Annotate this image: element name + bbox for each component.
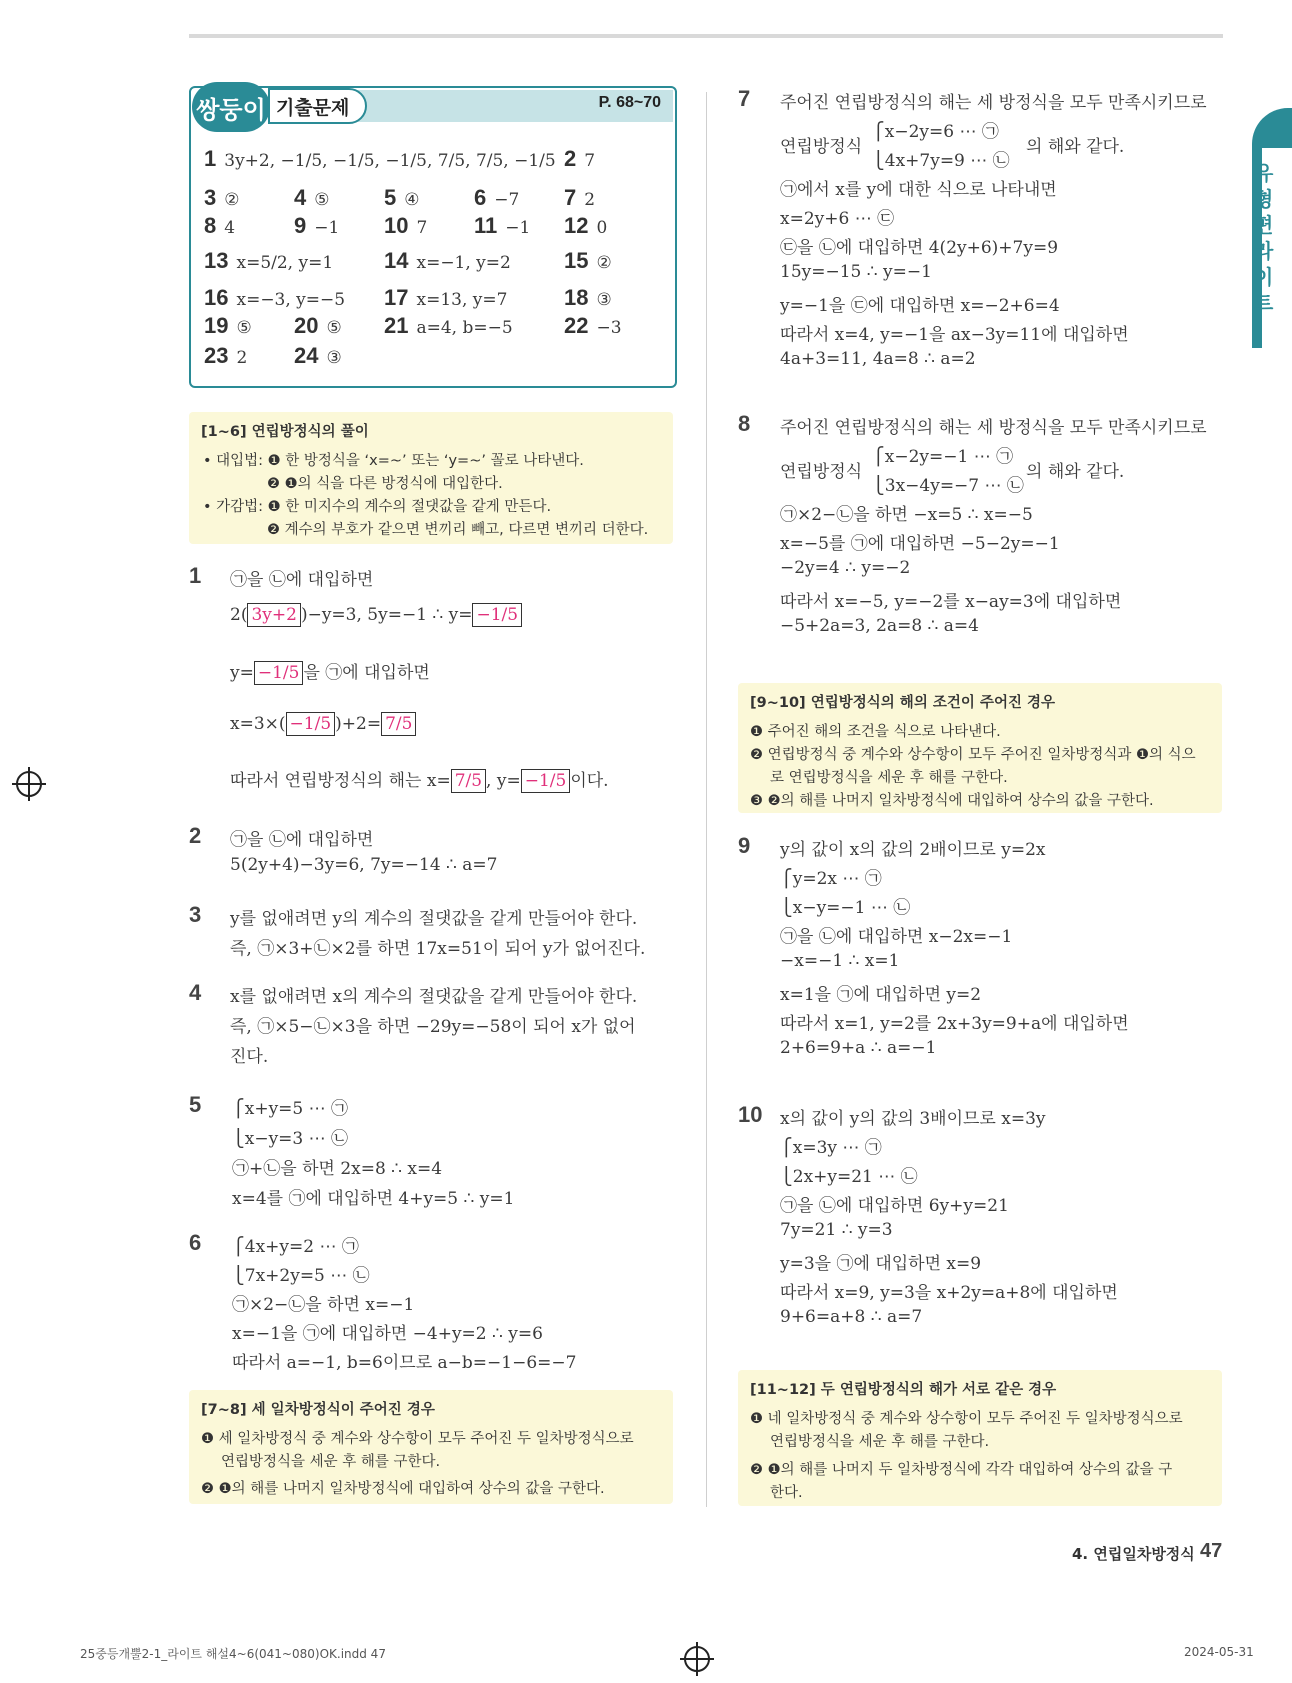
answer-number: 9 bbox=[294, 213, 307, 238]
answer-value: −3 bbox=[596, 318, 622, 338]
answer-number: 19 bbox=[204, 313, 229, 338]
answer-item bbox=[204, 343, 247, 369]
answer-item bbox=[564, 313, 622, 339]
tip-line: • 대입법: ❶ 한 방정식을 ‘x=~’ 또는 ‘y=~’ 꼴로 나타낸다. bbox=[203, 453, 584, 469]
solution-line: y=−1을 ㉢에 대입하면 x=−2+6=4 bbox=[780, 296, 1060, 316]
tip-line: ❷ ❶의 해를 나머지 두 일차방정식에 각각 대입하여 상수의 값을 구 bbox=[750, 1462, 1173, 1478]
solution-line: ⎧x=3y ⋯ ㉠ bbox=[780, 1138, 882, 1158]
solution-line: ㉠×2−㉡을 하면 −x=5 ∴ x=−5 bbox=[780, 505, 1033, 525]
solution-line: x=1을 ㉠에 대입하면 y=2 bbox=[780, 985, 982, 1005]
answer-value: ③ bbox=[326, 348, 342, 368]
answer-item bbox=[294, 185, 330, 211]
answer-item bbox=[564, 248, 612, 274]
solution-line: 2+6=9+a ∴ a=−1 bbox=[780, 1038, 937, 1058]
solution-number: 5 bbox=[189, 1092, 202, 1117]
answer-number: 15 bbox=[564, 248, 589, 273]
page-number: 47 bbox=[1200, 1540, 1223, 1562]
solution-line: x=−5를 ㉠에 대입하면 −5−2y=−1 bbox=[780, 534, 1060, 554]
answer-number: 2 bbox=[564, 146, 577, 171]
answer-number: 22 bbox=[564, 313, 589, 338]
tip-line: • 가감법: ❶ 한 미지수의 계수의 절댓값을 같게 만든다. bbox=[203, 499, 552, 515]
answer-value: 2 bbox=[236, 348, 248, 368]
solution-line: x의 값이 y의 값의 3배이므로 x=3y bbox=[780, 1109, 1046, 1129]
tip-box-1 bbox=[189, 412, 673, 544]
answer-item bbox=[564, 146, 595, 172]
answer-value: x=−3, y=−5 bbox=[236, 290, 346, 310]
solution-line: −2y=4 ∴ y=−2 bbox=[780, 558, 911, 578]
solution-line: 7y=21 ∴ y=3 bbox=[780, 1220, 893, 1240]
solution-line: 9+6=a+8 ∴ a=7 bbox=[780, 1307, 923, 1327]
answer-number: 4 bbox=[294, 185, 307, 210]
registration-mark-left bbox=[16, 771, 42, 797]
answer-item bbox=[384, 248, 511, 274]
tip-line: ❶ 네 일차방정식 중 계수와 상수항이 모두 주어진 두 일차방정식으로 bbox=[750, 1411, 1183, 1427]
answer-value: 3y+2, −1/5, −1/5, −1/5, 7/5, 7/5, −1/5 bbox=[224, 151, 556, 171]
solution-number: 7 bbox=[738, 86, 751, 111]
answer-number: 21 bbox=[384, 313, 409, 338]
solution-line: ㉠을 ㉡에 대입하면 x−2x=−1 bbox=[780, 927, 1013, 947]
solution-line: ⎩7x+2y=5 ⋯ ㉡ bbox=[232, 1266, 370, 1286]
solution-line: 따라서 a=−1, b=6이므로 a−b=−1−6=−7 bbox=[232, 1353, 577, 1373]
answer-number: 10 bbox=[384, 213, 409, 238]
solution-line: ㉢을 ㉡에 대입하면 4(2y+6)+7y=9 bbox=[780, 238, 1059, 258]
tip-box-2 bbox=[189, 1390, 673, 1504]
solution-line: x=2y+6 ⋯ ㉢ bbox=[780, 209, 895, 229]
solution-line: 따라서 연립방정식의 해는 x= 7/5 , y= −1/5 이다. bbox=[230, 771, 609, 791]
answer-title: 기출문제 bbox=[268, 88, 367, 124]
solution-line: 따라서 x=9, y=3을 x+2y=a+8에 대입하면 bbox=[780, 1283, 1118, 1303]
solution-line: x=−1을 ㉠에 대입하면 −4+y=2 ∴ y=6 bbox=[232, 1324, 543, 1344]
solution-line: ⎧y=2x ⋯ ㉠ bbox=[780, 869, 882, 889]
solution-line: ⎩3x−4y=−7 ⋯ ㉡ bbox=[872, 476, 1024, 496]
solution-number: 8 bbox=[738, 411, 751, 436]
answer-value: x=−1, y=2 bbox=[416, 253, 511, 273]
answer-number: 3 bbox=[204, 185, 217, 210]
answer-value: ⑤ bbox=[314, 190, 330, 210]
answer-number: 16 bbox=[204, 285, 229, 310]
blank-answer: −1/5 bbox=[472, 603, 522, 627]
answer-item bbox=[384, 313, 513, 339]
chapter-title: 4. 연립일차방정식 bbox=[1072, 1545, 1195, 1563]
solution-line: 주어진 연립방정식의 해는 세 방정식을 모두 만족시키므로 bbox=[780, 418, 1207, 438]
tip-line: ❷ ❶의 식을 다른 방정식에 대입한다. bbox=[267, 476, 503, 492]
answer-number: 5 bbox=[384, 185, 397, 210]
answer-number: 8 bbox=[204, 213, 217, 238]
answer-value: −1 bbox=[314, 218, 340, 238]
solution-line: ㉠+㉡을 하면 2x=8 ∴ x=4 bbox=[232, 1159, 443, 1179]
answer-item bbox=[204, 313, 252, 339]
solution-line: ⎧x−2y=−1 ⋯ ㉠ bbox=[872, 447, 1014, 467]
tip-box-3 bbox=[738, 683, 1222, 813]
blank-answer: 7/5 bbox=[381, 712, 416, 736]
answer-value: 7 bbox=[584, 151, 596, 171]
answer-item bbox=[294, 213, 339, 239]
answer-value: 4 bbox=[224, 218, 236, 238]
solution-line: ⎩x−y=−1 ⋯ ㉡ bbox=[780, 898, 911, 918]
answer-number: 6 bbox=[474, 185, 487, 210]
system-tail: 의 해와 같다. bbox=[1026, 136, 1125, 157]
answer-number: 1 bbox=[204, 146, 217, 171]
solution-line: x=3×( −1/5 )+2= 7/5 bbox=[230, 712, 416, 736]
solution-line: ⎧x−2y=6 ⋯ ㉠ bbox=[872, 122, 999, 142]
answer-item bbox=[564, 285, 612, 311]
blank-answer: 7/5 bbox=[451, 769, 486, 793]
solution-line: ⎩2x+y=21 ⋯ ㉡ bbox=[780, 1167, 918, 1187]
tip-box-4 bbox=[738, 1370, 1222, 1506]
solution-line: 4a+3=11, 4a=8 ∴ a=2 bbox=[780, 349, 976, 369]
answer-item bbox=[384, 285, 507, 311]
solution-line: 진다. bbox=[230, 1047, 269, 1067]
answer-value: 7 bbox=[416, 218, 428, 238]
solution-line: −x=−1 ∴ x=1 bbox=[780, 951, 900, 971]
answer-item bbox=[204, 213, 235, 239]
answer-number: 17 bbox=[384, 285, 409, 310]
registration-mark-bottom bbox=[684, 1646, 710, 1672]
answer-number: 18 bbox=[564, 285, 589, 310]
answer-number: 14 bbox=[384, 248, 409, 273]
blank-answer: −1/5 bbox=[254, 661, 304, 685]
solution-line: ㉠×2−㉡을 하면 x=−1 bbox=[232, 1295, 415, 1315]
solution-line: 따라서 x=−5, y=−2를 x−ay=3에 대입하면 bbox=[780, 592, 1122, 612]
answer-value: 0 bbox=[596, 218, 608, 238]
solution-line: 15y=−15 ∴ y=−1 bbox=[780, 262, 932, 282]
column-divider bbox=[706, 92, 707, 1507]
solution-number: 3 bbox=[189, 902, 202, 927]
answer-page-range: P. 68~70 bbox=[598, 94, 661, 111]
answer-value: ④ bbox=[404, 190, 420, 210]
solution-line: ㉠을 ㉡에 대입하면 6y+y=21 bbox=[780, 1196, 1009, 1216]
answer-number: 12 bbox=[564, 213, 589, 238]
print-date: 2024-05-31 bbox=[1184, 1645, 1254, 1659]
answer-item bbox=[474, 185, 519, 211]
solution-number: 1 bbox=[189, 563, 202, 588]
answer-value: ② bbox=[224, 190, 240, 210]
solution-line: 2( 3y+2 )−y=3, 5y=−1 ∴ y= −1/5 bbox=[230, 603, 522, 627]
solution-line: x=4를 ㉠에 대입하면 4+y=5 ∴ y=1 bbox=[232, 1189, 515, 1209]
tip-title: [9~10] 연립방정식의 해의 조건이 주어진 경우 bbox=[750, 695, 1056, 711]
solution-line: y= −1/5 을 ㉠에 대입하면 bbox=[230, 663, 430, 683]
system-tail: 의 해와 같다. bbox=[1026, 461, 1125, 482]
answer-item bbox=[564, 213, 607, 239]
solution-line: 즉, ㉠×3+㉡×2를 하면 17x=51이 되어 y가 없어진다. bbox=[230, 939, 646, 959]
solution-line: ㉠을 ㉡에 대입하면 bbox=[230, 830, 374, 850]
solution-line: x를 없애려면 x의 계수의 절댓값을 같게 만들어야 한다. bbox=[230, 987, 638, 1007]
answer-value: ③ bbox=[596, 290, 612, 310]
tip-line: 로 연립방정식을 세운 후 해를 구한다. bbox=[770, 770, 1008, 786]
solution-number: 9 bbox=[738, 833, 751, 858]
solution-line: ⎧4x+y=2 ⋯ ㉠ bbox=[232, 1237, 359, 1257]
tip-line: ❸ ❷의 해를 나머지 일차방정식에 대입하여 상수의 값을 구한다. bbox=[750, 793, 1154, 809]
solution-number: 10 bbox=[738, 1102, 763, 1127]
answer-value: ⑤ bbox=[326, 318, 342, 338]
side-tab-label: 유형편 라이트 bbox=[1254, 161, 1274, 315]
answer-number: 23 bbox=[204, 343, 229, 368]
answer-value: a=4, b=−5 bbox=[416, 318, 513, 338]
solution-number: 2 bbox=[189, 823, 202, 848]
tip-title: [1~6] 연립방정식의 풀이 bbox=[201, 424, 369, 440]
answer-item bbox=[294, 313, 342, 339]
answer-key-header bbox=[192, 82, 673, 128]
answer-number: 11 bbox=[474, 213, 498, 238]
solution-line: −5+2a=3, 2a=8 ∴ a=4 bbox=[780, 616, 979, 636]
tip-line: ❶ 주어진 해의 조건을 식으로 나타낸다. bbox=[750, 724, 1001, 740]
solution-line: 따라서 x=4, y=−1을 ax−3y=11에 대입하면 bbox=[780, 325, 1129, 345]
solution-line: ⎩x−y=3 ⋯ ㉡ bbox=[232, 1129, 349, 1149]
solution-line: 5(2y+4)−3y=6, 7y=−14 ∴ a=7 bbox=[230, 855, 498, 875]
answer-item bbox=[204, 285, 345, 311]
tip-line: ❷ ❶의 해를 나머지 일차방정식에 대입하여 상수의 값을 구한다. bbox=[201, 1481, 605, 1497]
solution-number: 6 bbox=[189, 1230, 202, 1255]
answer-item bbox=[204, 248, 333, 274]
answer-item bbox=[384, 185, 420, 211]
answer-number: 7 bbox=[564, 185, 577, 210]
answer-value: x=5/2, y=1 bbox=[236, 253, 334, 273]
tip-line: 연립방정식을 세운 후 해를 구한다. bbox=[770, 1434, 990, 1450]
solution-line: 따라서 x=1, y=2를 2x+3y=9+a에 대입하면 bbox=[780, 1014, 1129, 1034]
blank-answer: 3y+2 bbox=[247, 603, 300, 627]
answer-value: 2 bbox=[584, 190, 596, 210]
top-rule bbox=[189, 34, 1223, 38]
answer-item bbox=[204, 185, 240, 211]
blank-answer: −1/5 bbox=[286, 712, 336, 736]
answer-value: ⑤ bbox=[236, 318, 252, 338]
tip-title: [11~12] 두 연립방정식의 해가 서로 같은 경우 bbox=[750, 1382, 1057, 1398]
tip-line: ❶ 세 일차방정식 중 계수와 상수항이 모두 주어진 두 일차방정식으로 bbox=[201, 1431, 634, 1447]
tip-line: 한다. bbox=[770, 1485, 803, 1501]
solution-line: y를 없애려면 y의 계수의 절댓값을 같게 만들어야 한다. bbox=[230, 909, 638, 929]
answer-item bbox=[564, 185, 595, 211]
blank-answer: −1/5 bbox=[521, 769, 571, 793]
answer-value: −7 bbox=[494, 190, 520, 210]
solution-line: 즉, ㉠×5−㉡×3을 하면 −29y=−58이 되어 x가 없어 bbox=[230, 1017, 636, 1037]
answer-value: −1 bbox=[505, 218, 531, 238]
tip-line: 연립방정식을 세운 후 해를 구한다. bbox=[221, 1454, 441, 1470]
solution-number: 4 bbox=[189, 980, 202, 1005]
tip-title: [7~8] 세 일차방정식이 주어진 경우 bbox=[201, 1402, 435, 1418]
answer-badge: 쌍둥이 bbox=[192, 82, 270, 132]
tip-line: ❷ 연립방정식 중 계수와 상수항이 모두 주어진 일차방정식과 ❶의 식으 bbox=[750, 747, 1196, 763]
solution-line: y=3을 ㉠에 대입하면 x=9 bbox=[780, 1254, 982, 1274]
answer-item bbox=[474, 213, 530, 239]
system-label: 연립방정식 bbox=[780, 136, 863, 157]
solution-line: ⎩4x+7y=9 ⋯ ㉡ bbox=[872, 151, 1010, 171]
solution-line: ㉠을 ㉡에 대입하면 bbox=[230, 570, 374, 590]
answer-item bbox=[294, 343, 342, 369]
print-file-name: 25중등개뿔2-1_라이트 해설4~6(041~080)OK.indd 47 bbox=[80, 1647, 386, 1661]
answer-value: x=13, y=7 bbox=[416, 290, 508, 310]
solution-line: y의 값이 x의 값의 2배이므로 y=2x bbox=[780, 840, 1046, 860]
solution-line: ⎧x+y=5 ⋯ ㉠ bbox=[232, 1099, 349, 1119]
solution-line: ㉠에서 x를 y에 대한 식으로 나타내면 bbox=[780, 180, 1057, 200]
answer-number: 13 bbox=[204, 248, 229, 273]
solution-line: 주어진 연립방정식의 해는 세 방정식을 모두 만족시키므로 bbox=[780, 93, 1207, 113]
answer-value: ② bbox=[596, 253, 612, 273]
answer-item bbox=[204, 146, 556, 172]
answer-number: 20 bbox=[294, 313, 319, 338]
answer-number: 24 bbox=[294, 343, 319, 368]
tip-line: ❷ 계수의 부호가 같으면 변끼리 빼고, 다르면 변끼리 더한다. bbox=[267, 522, 649, 538]
system-label: 연립방정식 bbox=[780, 461, 863, 482]
answer-item bbox=[384, 213, 427, 239]
